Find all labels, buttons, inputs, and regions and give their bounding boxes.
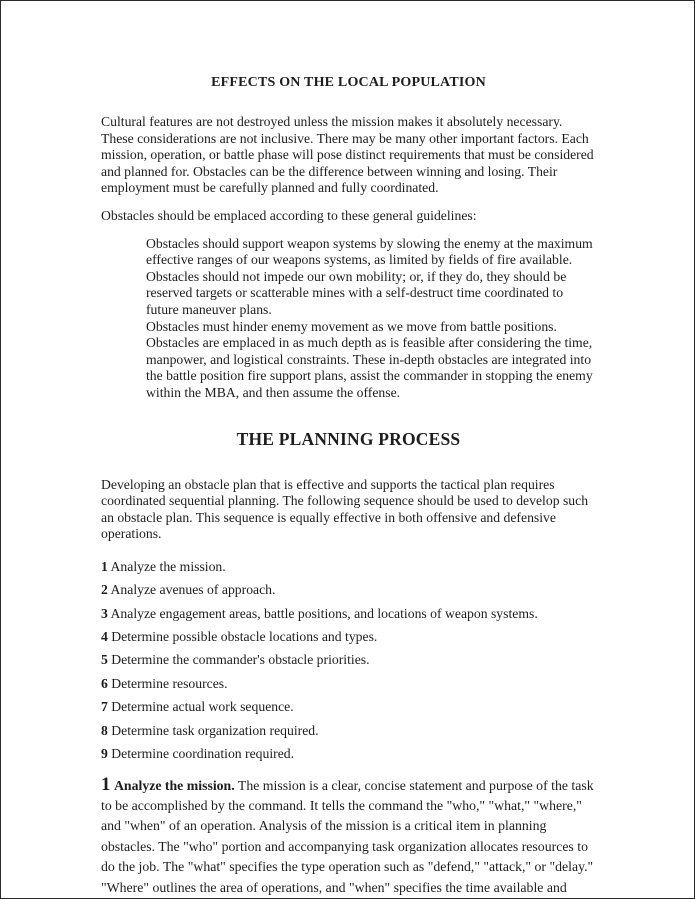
step-item-9 — [101, 746, 596, 763]
step-item-1 — [101, 559, 596, 576]
page-content — [101, 75, 596, 898]
step-text: Determine resources. — [111, 675, 228, 691]
step-item-2 — [101, 582, 596, 599]
guideline-item-1: Obstacles should support weapon systems by slowing the enemy at the maximum effective ranges of our weapons systems, as limited by fields of fire available. — [146, 235, 593, 268]
step-body-text: The mission is a clear, concise statement and purpose of the task to be accomplished by the command. It tells the command the "who," "what," "where," and "when" of an operation. Analysis of the mission is a critical item in planning obstacles. The "who" portion and accompanying task organization allocates resources to do the job. The "what" specifies the type operation such as "defend," "attack," or "delay." "Where" outlines the area of operations, and "when" specifies the time available and — [101, 777, 594, 895]
step-text: Analyze avenues of approach. — [110, 582, 276, 598]
step-item-8 — [101, 723, 596, 740]
guidelines-block — [146, 236, 596, 402]
paragraph-planning-intro: Developing an obstacle plan that is effective and supports the tactical plan requires coordinated sequential planning. The following sequence should be used to develop such an obstacle plan. This sequence is equally effective in both offensive and defensive operations. — [101, 476, 589, 542]
step-number: 8 — [101, 722, 108, 738]
step-number: 4 — [101, 629, 108, 645]
guideline-item-3: Obstacles must hinder enemy movement as we move from battle positions. — [146, 318, 557, 334]
step-text: Analyze the mission. — [110, 558, 226, 574]
step-text: Determine the commander's obstacle priorities. — [111, 652, 370, 668]
section-title-planning-process: THE PLANNING PROCESS — [236, 428, 461, 449]
step-number: 7 — [101, 699, 108, 715]
step-text: Determine task organization required. — [111, 722, 319, 738]
step-text: Determine possible obstacle locations and types. — [111, 629, 378, 645]
planning-steps-list — [101, 559, 596, 763]
step-number: 9 — [101, 746, 108, 761]
paragraph-cultural-features: Cultural features are not destroyed unless the mission makes it absolutely necessary. These considerations are not inclusive. There may be many other important factors. Each mission, operation, or battle phase will pose distinct requirements that must be considered and planned for. Obstacles can be the difference between winning and losing. Their employment must be carefully planned and fully coordinated. — [101, 114, 594, 196]
step-number: 3 — [101, 605, 108, 621]
step-number: 1 — [101, 558, 108, 574]
step-text: Determine actual work sequence. — [111, 699, 294, 715]
step-number-large: 1 — [101, 773, 111, 795]
step-text: Analyze engagement areas, battle positions, and locations of weapon systems. — [110, 605, 538, 621]
section-title-effects-on-local-population: EFFECTS ON THE LOCAL POPULATION — [211, 75, 486, 90]
step-item-7 — [101, 699, 596, 716]
step-number: 6 — [101, 675, 108, 691]
step-text: Determine coordination required. — [111, 746, 295, 761]
paragraph-guidelines-intro: Obstacles should be emplaced according to these general guidelines: — [101, 207, 477, 223]
step-item-3 — [101, 606, 596, 623]
step-item-4 — [101, 629, 596, 646]
step-item-6 — [101, 676, 596, 693]
guideline-item-4: Obstacles are emplaced in as much depth as is feasible after considering the time, manpower, and logistical constraints. These in-depth obstacles are integrated into the battle position fire support plans, assist the commander in stopping the enemy within the MBA, and then assume the offense. — [146, 335, 593, 400]
step-number: 2 — [101, 582, 108, 598]
paragraph-analyze-the-mission — [101, 775, 596, 898]
step-item-5 — [101, 652, 596, 669]
step-lead-bold: Analyze the mission. — [113, 777, 235, 793]
step-number: 5 — [101, 652, 108, 668]
guideline-item-2: Obstacles should not impede our own mobility; or, if they do, they should be reserved targets or scatterable mines with a self-destruct time coordinated to future maneuver plans. — [146, 268, 567, 317]
